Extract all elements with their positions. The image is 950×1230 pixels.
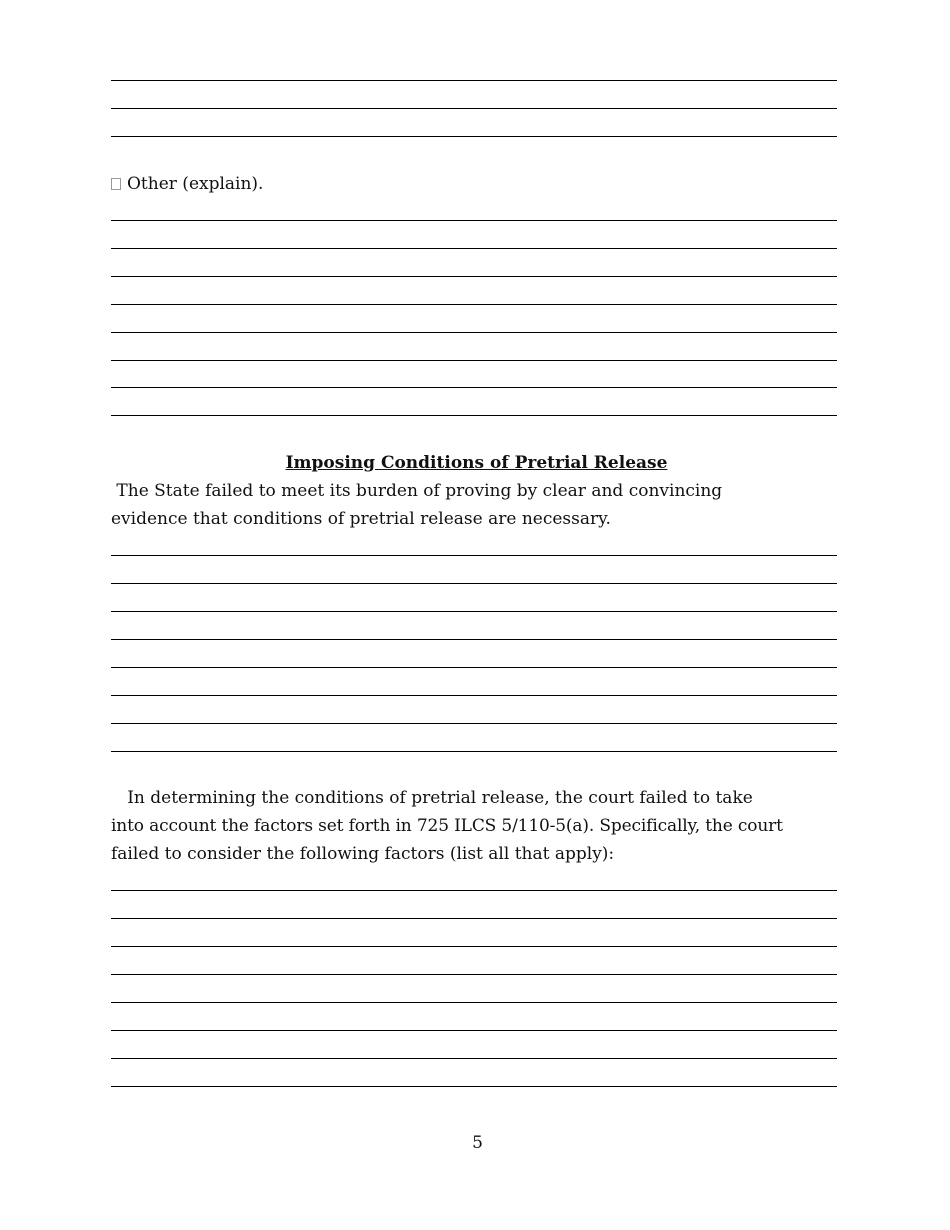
paragraph-line: The State failed to meet its burden of proving by clear and convincing xyxy=(111,481,723,501)
answer-line[interactable] xyxy=(111,890,837,891)
section-heading: Imposing Conditions of Pretrial Release xyxy=(285,453,668,473)
other-option-label: Other (explain). xyxy=(127,174,264,194)
checkbox-icon[interactable] xyxy=(111,178,121,190)
answer-line[interactable] xyxy=(111,332,837,333)
answer-line[interactable] xyxy=(111,415,837,416)
page-number: 5 xyxy=(472,1133,483,1153)
answer-line[interactable] xyxy=(111,695,837,696)
answer-line[interactable] xyxy=(111,1030,837,1031)
answer-line[interactable] xyxy=(111,136,837,137)
answer-line[interactable] xyxy=(111,583,837,584)
answer-line[interactable] xyxy=(111,387,837,388)
other-option xyxy=(111,170,263,198)
answer-line[interactable] xyxy=(111,80,837,81)
answer-line[interactable] xyxy=(111,1086,837,1087)
answer-line[interactable] xyxy=(111,108,837,109)
answer-line[interactable] xyxy=(111,723,837,724)
answer-line[interactable] xyxy=(111,276,837,277)
answer-line[interactable] xyxy=(111,1058,837,1059)
answer-line[interactable] xyxy=(111,918,837,919)
answer-line[interactable] xyxy=(111,667,837,668)
answer-line[interactable] xyxy=(111,360,837,361)
paragraph-line: failed to consider the following factors (list all that apply): xyxy=(111,844,615,864)
paragraph-line: evidence that conditions of pretrial release are necessary. xyxy=(111,509,611,529)
answer-line[interactable] xyxy=(111,1002,837,1003)
answer-line[interactable] xyxy=(111,304,837,305)
answer-line[interactable] xyxy=(111,946,837,947)
answer-line[interactable] xyxy=(111,611,837,612)
answer-line[interactable] xyxy=(111,220,837,221)
answer-line[interactable] xyxy=(111,751,837,752)
answer-line[interactable] xyxy=(111,555,837,556)
paragraph-line: into account the factors set forth in 725 ILCS 5/110-5(a). Specifically, the court xyxy=(111,816,783,836)
answer-line[interactable] xyxy=(111,974,837,975)
answer-line[interactable] xyxy=(111,639,837,640)
answer-line[interactable] xyxy=(111,248,837,249)
paragraph-line: In determining the conditions of pretrial release, the court failed to take xyxy=(111,788,753,808)
